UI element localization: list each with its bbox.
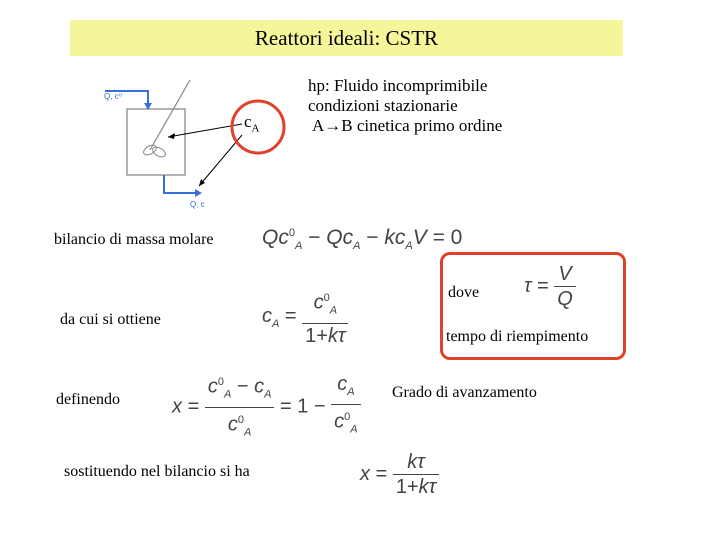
hypothesis-line: A→B cinetica primo ordine (312, 116, 503, 135)
conversion-equation: x = $\frac{c^0_A - c_A}{c^0_A}$ = 1 − $\frac{c_A}{c^0_A}$ (172, 370, 361, 444)
hypotheses (308, 76, 502, 136)
from-which-label: da cui si ottiene (60, 311, 161, 328)
result-equation: x = $\frac{k\tau}{1+k\tau}$ (360, 450, 439, 499)
conversion-label: Grado di avanzamento (392, 384, 537, 401)
defining-label: definendo (56, 391, 120, 408)
concentration-label: $c_A$ (244, 112, 260, 135)
hypothesis-line: hp: Fluido incomprimibile (308, 76, 488, 95)
slide-title: Reattori ideali: CSTR (254, 26, 439, 50)
tau-equation: τ = $\frac{V}{Q}$ (524, 262, 576, 311)
dove-label: dove (448, 284, 480, 301)
fill-time-label: tempo di riempimento (446, 328, 589, 345)
concentration-equation: $c_A$ = $\frac{c^0_A}{1+k\tau}$ (262, 286, 348, 348)
mass-balance-equation: $Qc^0_A - Qc_A - kc_AV = 0$ (262, 226, 463, 253)
outlet-arrow (164, 175, 197, 193)
hypothesis-line: condizioni stazionarie (308, 96, 458, 115)
inlet-label: Q, c⁰ (104, 92, 122, 101)
outlet-label: Q, c (190, 200, 205, 209)
balance-label: bilancio di massa molare (54, 231, 214, 248)
reactor-vessel (127, 109, 185, 175)
substituting-label: sostituendo nel bilancio si ha (64, 463, 250, 480)
